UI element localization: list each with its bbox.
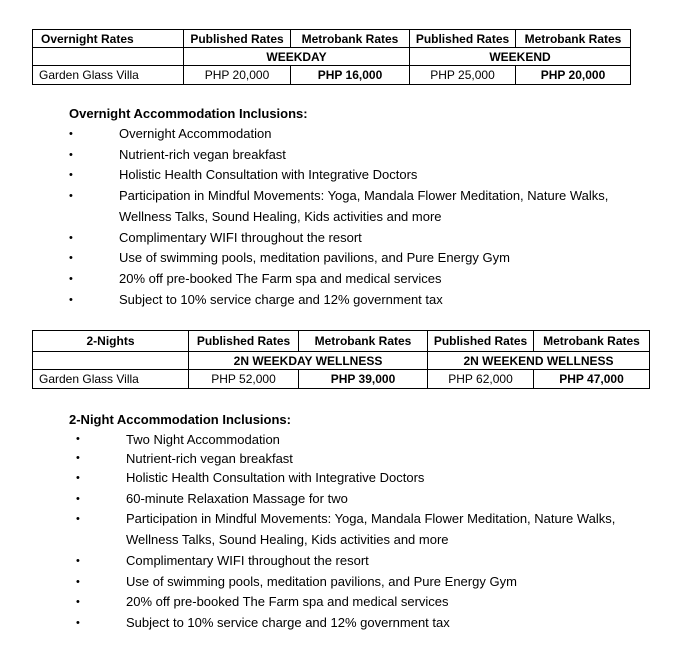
bullet-icon: • <box>69 128 73 140</box>
overnight-rates-table <box>32 29 631 85</box>
bullet-icon: • <box>69 272 73 285</box>
list-item <box>76 489 666 510</box>
weekday-published-rate: PHP 20,000 <box>184 66 291 85</box>
list-item <box>76 430 666 449</box>
list-item-text: Subject to 10% service charge and 12% government tax <box>119 291 443 307</box>
column-header-published-weekday: Published Rates <box>189 331 299 352</box>
list-item-text: Complimentary WIFI throughout the resort <box>126 552 369 568</box>
weekday-published-rate: PHP 52,000 <box>189 370 299 389</box>
group-header-weekday: 2N WEEKDAY WELLNESS <box>189 352 428 370</box>
list-item-text: Holistic Health Consultation with Integrative Doctors <box>126 470 425 485</box>
list-item-text: Subject to 10% service charge and 12% government tax <box>126 614 450 630</box>
list-item <box>69 145 659 166</box>
weekend-published-rate: PHP 25,000 <box>410 66 516 85</box>
weekday-metrobank-rate: PHP 39,000 <box>299 370 428 389</box>
list-item <box>76 468 666 489</box>
list-item <box>69 165 659 186</box>
bullet-icon: • <box>76 596 80 609</box>
table-group-row <box>33 352 650 370</box>
weekend-published-rate: PHP 62,000 <box>428 370 534 389</box>
bullet-icon: • <box>69 148 73 161</box>
table-group-row <box>33 48 631 66</box>
room-name-cell: Garden Glass Villa <box>33 370 189 389</box>
bullet-icon: • <box>76 433 80 445</box>
column-header-metrobank-weekday: Metrobank Rates <box>291 30 410 48</box>
list-item-text: Nutrient-rich vegan breakfast <box>126 451 293 466</box>
room-name-cell: Garden Glass Villa <box>33 66 184 85</box>
bullet-icon: • <box>69 293 73 306</box>
bullet-icon: • <box>69 231 73 244</box>
list-item <box>69 186 659 227</box>
table-header-row <box>33 331 650 352</box>
group-header-weekend: 2N WEEKEND WELLNESS <box>428 352 650 370</box>
weekend-metrobank-rate: PHP 20,000 <box>516 66 631 85</box>
bullet-icon: • <box>76 452 80 464</box>
list-item <box>69 269 659 290</box>
list-item <box>76 509 666 550</box>
list-item-text: Holistic Health Consultation with Integrative Doctors <box>119 167 418 183</box>
table-row <box>33 370 650 389</box>
list-item <box>76 613 666 634</box>
list-item-text: Use of swimming pools, meditation pavilions, and Pure Energy Gym <box>119 250 510 266</box>
list-item-text: 60-minute Relaxation Massage for two <box>126 490 348 506</box>
weekend-metrobank-rate: PHP 47,000 <box>534 370 650 389</box>
list-item <box>76 551 666 572</box>
two-night-rates-table <box>32 330 650 389</box>
two-night-inclusions-list <box>76 430 666 634</box>
overnight-inclusions-list <box>69 124 659 310</box>
list-item <box>69 248 659 269</box>
group-header-weekend: WEEKEND <box>410 48 631 66</box>
list-item <box>76 572 666 593</box>
list-item-text: Use of swimming pools, meditation pavilions, and Pure Energy Gym <box>126 573 517 589</box>
bullet-icon: • <box>76 472 80 484</box>
empty-cell <box>33 48 184 66</box>
bullet-icon: • <box>76 492 80 505</box>
overnight-inclusions-title: Overnight Accommodation Inclusions: <box>69 106 308 121</box>
bullet-icon: • <box>69 169 73 182</box>
column-header-metrobank-weekend: Metrobank Rates <box>516 30 631 48</box>
list-item-text: Participation in Mindful Movements: Yoga, Mandala Flower Meditation, Nature Walks, Wellness Talks, Sound Healing, Kids activities and more <box>119 188 609 224</box>
two-night-inclusions-title: 2-Night Accommodation Inclusions: <box>69 412 291 427</box>
list-item <box>69 290 659 311</box>
list-item-text: Overnight Accommodation <box>119 126 272 141</box>
list-item <box>69 228 659 249</box>
table-title-cell: 2-Nights <box>33 331 189 352</box>
list-item-text: Two Night Accommodation <box>126 432 280 447</box>
weekday-metrobank-rate: PHP 16,000 <box>291 66 410 85</box>
table-header-row <box>33 30 631 48</box>
bullet-icon: • <box>76 616 80 629</box>
bullet-icon: • <box>76 513 80 526</box>
bullet-icon: • <box>69 190 73 203</box>
bullet-icon: • <box>76 575 80 588</box>
list-item <box>76 592 666 613</box>
bullet-icon: • <box>76 554 80 567</box>
list-item <box>69 124 659 145</box>
table-row <box>33 66 631 85</box>
list-item-text: 20% off pre-booked The Farm spa and medical services <box>126 594 449 610</box>
bullet-icon: • <box>69 252 73 265</box>
column-header-metrobank-weekend: Metrobank Rates <box>534 331 650 352</box>
list-item <box>76 449 666 468</box>
list-item-text: 20% off pre-booked The Farm spa and medical services <box>119 270 442 286</box>
empty-cell <box>33 352 189 370</box>
list-item-text: Participation in Mindful Movements: Yoga, Mandala Flower Meditation, Nature Walks, Wellness Talks, Sound Healing, Kids activities and more <box>126 511 616 548</box>
list-item-text: Nutrient-rich vegan breakfast <box>119 146 286 162</box>
group-header-weekday: WEEKDAY <box>184 48 410 66</box>
column-header-published-weekend: Published Rates <box>428 331 534 352</box>
column-header-published-weekday: Published Rates <box>184 30 291 48</box>
column-header-metrobank-weekday: Metrobank Rates <box>299 331 428 352</box>
column-header-published-weekend: Published Rates <box>410 30 516 48</box>
list-item-text: Complimentary WIFI throughout the resort <box>119 229 362 245</box>
table-title-cell: Overnight Rates <box>33 30 184 48</box>
